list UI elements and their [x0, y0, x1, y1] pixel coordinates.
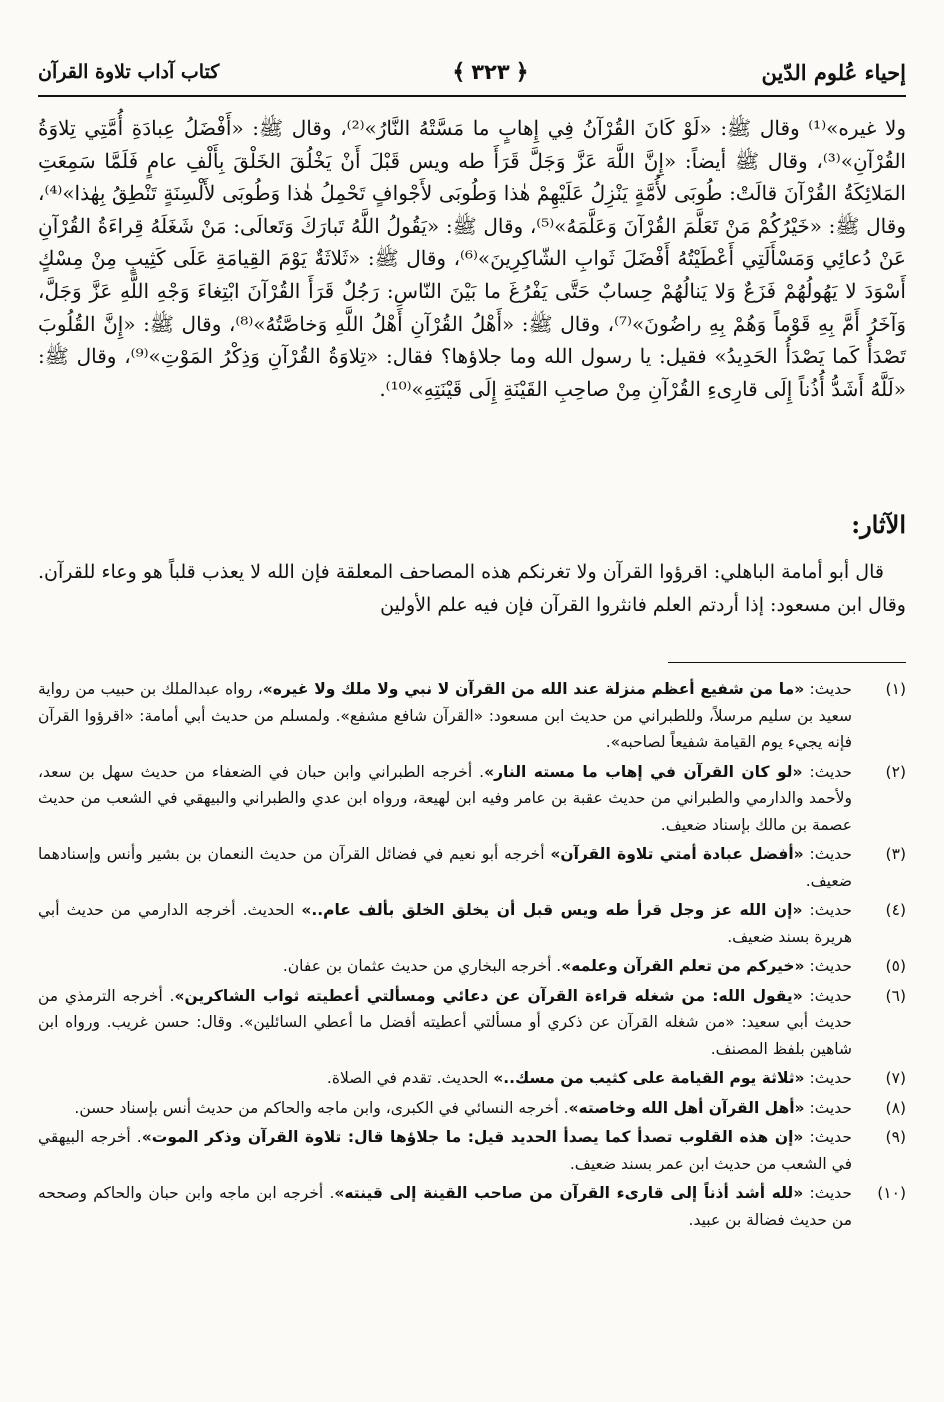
footnote-text: حديث: «خيركم من تعلم القرآن وعلمه». أخرجه البخاري من حديث عثمان بن عفان.: [282, 957, 852, 975]
footnote-rule: [668, 662, 906, 663]
chapter-title: كتاب آداب تلاوة القرآن: [38, 61, 220, 83]
hadith-quote: «لو كان القرآن في إهاب ما مسته النار»: [484, 762, 803, 781]
footnote-text: حديث: «أفضل عبادة أمتي تلاوة القرآن» أخرجه أبو نعيم في فضائل القرآن من حديث النعمان بن بشير وأنس وإسنادهما ضعيف.: [38, 845, 852, 890]
hadith-quote: «ما من شفيع أعظم منزلة عند الله من القرآن لا نبي ولا ملك ولا غيره»: [262, 680, 805, 698]
main-text: ولا غيره»⁽¹⁾ وقال ﷺ: «لَوْ كَانَ القُرْآنُ فِي إِهابٍ ما مَسَّتْهُ النَّارُ»⁽²⁾، وقال ﷺ: «أَفْضَلُ عِبادَةِ أُمَّتِي تِلاوَةُ القُرْآنِ»⁽³⁾، وقال ﷺ أيضاً: «إِنَّ اللَّهَ عَزَّ وَجَلَّ قَرَأَ طه ويس قَبْلَ أَنْ يَخْلُقَ الخَلْقَ بِأَلْفِ عامٍ فَلَمَّا سَمِعَتِ المَلائِكَةُ القُرْآنَ قالَتْ: طُوبَى لأُمَّةٍ يَنْزِلُ عَلَيْهِمْ هٰذا وَطُوبَى لأَجْوافٍ تَحْمِلُ هٰذا وَطُوبَى لأَلْسِنَةٍ تَنْطِقُ بِهٰذا»⁽⁴⁾، وقال ﷺ: «خَيْرُكُمْ مَنْ تَعَلَّمَ القُرْآنَ وَعَلَّمَهُ»⁽⁵⁾، وقال ﷺ: «يَقُولُ اللَّهُ تَبارَكَ وَتَعالَى: مَنْ شَغَلَهُ قِراءَةُ القُرْآنِ عَنْ دُعائِي وَمَسْأَلَتِي أَعْطَيْتُهُ أَفْضَلَ ثَوابِ الشّاكِرِينَ»⁽⁶⁾، وقال ﷺ: «ثَلاثَةٌ يَوْمَ القِيامَةِ عَلَى كَثِيبٍ مِنْ مِسْكٍ أَسْوَدَ لا يَهُولُهُمْ فَزَعٌ وَلا يَنالُهُمْ حِسابٌ حَتَّى يَفْرُغَ ما بَيْنَ النّاسِ: رَجُلٌ قَرَأَ القُرْآنَ ابْتِغاءَ وَجْهِ اللَّهِ عَزَّ وَجَلَّ، وَآخَرُ أَمَّ بِهِ قَوْماً وَهُمْ بِهِ راضُونَ»⁽⁷⁾، وقال ﷺ: «أَهْلُ القُرْآنِ أَهْلُ اللَّهِ وَخاصَّتُهُ»⁽⁸⁾، وقال ﷺ: «إِنَّ القُلُوبَ تَصْدَأُ كَما يَصْدَأُ الحَدِيدُ» فقيل: يا رسول الله وما جلاؤها؟ فقال: «تِلاوَةُ القُرْآنِ وَذِكْرُ المَوْتِ»⁽⁹⁾، وقال ﷺ: «لَلَّهُ أَشَدُّ أُذُناً إِلَى قارِىءِ القُرْآنِ مِنْ صاحِبِ القَيْنَةِ إِلَى قَيْنَتِهِ»⁽¹⁰⁾.: [38, 116, 907, 401]
footnote-text: حديث: «أهل القرآن أهل الله وخاصته». أخرجه النسائي في الكبرى، وابن ماجه والحاكم من حديث أنس بإسناد حسن.: [74, 1098, 852, 1117]
hadith-quote: «إن الله عز وجل قرأ طه ويس قبل أن يخلق الخلق بألف عام..»: [301, 901, 803, 919]
page-number-block: [452, 60, 528, 85]
footnote-item: [38, 1124, 906, 1177]
footnote-number: (١): [885, 680, 906, 698]
footnote-item: [38, 897, 906, 950]
running-header: [38, 52, 906, 92]
hadith-quote: «أهل القرآن أهل الله وخاصته»: [568, 1098, 805, 1117]
athar-paragraph: قال أبو أمامة الباهلي: اقرؤوا القرآن ولا تغرنكم هذه المصاحف المعلقة فإن الله لا يعذب قلباً هو وعاء للقرآن. وقال ابن مسعود: إذا أردتم العلم فانثروا القرآن فإن فيه علم الأولين: [38, 561, 906, 616]
ornament-bracket-icon: ﴾: [452, 59, 466, 85]
footnotes: [38, 676, 906, 1236]
footnote-item: [38, 676, 906, 756]
footnote-number: (٩): [885, 1128, 906, 1146]
hadith-quote: «ثلاثة يوم القيامة على كثيب من مسك..»: [493, 1069, 805, 1087]
footnote-number: (٧): [885, 1069, 906, 1087]
header-rule: [38, 95, 906, 97]
footnote-item: [38, 841, 906, 894]
footnote-text: حديث: «ما من شفيع أعظم منزلة عند الله من القرآن لا نبي ولا ملك ولا غيره»، رواه عبدالملك بن حبيب من رواية سعيد بن سليم مرسلاً، وللطبراني من حديث ابن مسعود: «القرآن شافع مشفع». ولمسلم من حديث أبي أمامة: «اقرؤوا القرآن فإنه يجيء يوم القيامة شفيعاً لصاحبه».: [38, 680, 852, 751]
footnote-number: (٥): [885, 957, 906, 975]
footnote-text: حديث: «إن الله عز وجل قرأ طه ويس قبل أن يخلق الخلق بألف عام..» الحديث. أخرجه الدارمي من حديث أبي هريرة بسند ضعيف.: [38, 901, 852, 946]
footnote-number: (٤): [885, 901, 906, 919]
footnote-item: [38, 1095, 906, 1122]
footnote-number: (٢): [885, 762, 906, 781]
footnote-item: [38, 1180, 906, 1233]
hadith-quote: «لله أشد أذناً إلى قارىء القرآن من صاحب القينة إلى قينته»: [334, 1184, 804, 1202]
footnote-text: حديث: «لله أشد أذناً إلى قارىء القرآن من صاحب القينة إلى قينته». أخرجه ابن ماجه وابن حبان والحاكم وصححه من حديث فضالة بن عبيد.: [38, 1184, 852, 1229]
footnote-item: [38, 1065, 906, 1092]
footnote-number: (١٠): [877, 1184, 906, 1202]
book-title: إحياء عُلوم الدّين: [761, 59, 906, 85]
hadith-quote: «أفضل عبادة أمتي تلاوة القرآن»: [550, 845, 804, 863]
ornament-bracket-icon: ﴿: [515, 59, 529, 85]
page-number: ٣٢٣: [471, 60, 510, 84]
footnote-item: [38, 983, 906, 1063]
footnote-number: (٨): [885, 1098, 906, 1117]
footnote-text: حديث: «لو كان القرآن في إهاب ما مسته النار». أخرجه الطبراني وابن حبان في الضعفاء من حديث سهل بن سعد، ولأحمد والدارمي والطبراني من حديث عقبة بن عامر وفيه ابن لهيعة، ورواه ابن عدي والطبراني والبيهقي في الشعب من حديث عصمة بن مالك بإسناد ضعيف.: [38, 762, 852, 834]
hadith-quote: «إن هذه القلوب تصدأ كما يصدأ الحديد قيل: ما جلاؤها قال: تلاوة القرآن وذكر الموت»: [141, 1128, 804, 1146]
hadith-quote: «خيركم من تعلم القرآن وعلمه»: [561, 957, 805, 975]
footnote-number: (٣): [885, 845, 906, 863]
footnote-text: حديث: «ثلاثة يوم القيامة على كثيب من مسك..» الحديث. تقدم في الصلاة.: [326, 1069, 852, 1087]
footnote-text: حديث: «يقول الله: من شغله قراءة القرآن عن دعائي ومسألتي أعطيته ثواب الشاكرين». أخرجه الترمذي من حديث أبي سعيد: «من شغله القرآن عن ذكري أو مسألتي أعطيته أفضل ما أعطي السائلين». وقال: حسن غريب. ورواه ابن شاهين بلفظ المصنف.: [38, 986, 852, 1058]
footnote-text: حديث: «إن هذه القلوب تصدأ كما يصدأ الحديد قيل: ما جلاؤها قال: تلاوة القرآن وذكر الموت». أخرجه البيهقي في الشعب من حديث ابن عمر بسند ضعيف.: [38, 1128, 852, 1173]
hadith-quote: «يقول الله: من شغله قراءة القرآن عن دعائي ومسألتي أعطيته ثواب الشاكرين»: [174, 986, 803, 1005]
footnote-item: [38, 953, 906, 980]
section-heading-athar: الآثار:: [851, 510, 906, 539]
footnote-item: [38, 759, 906, 839]
footnote-number: (٦): [885, 986, 906, 1005]
